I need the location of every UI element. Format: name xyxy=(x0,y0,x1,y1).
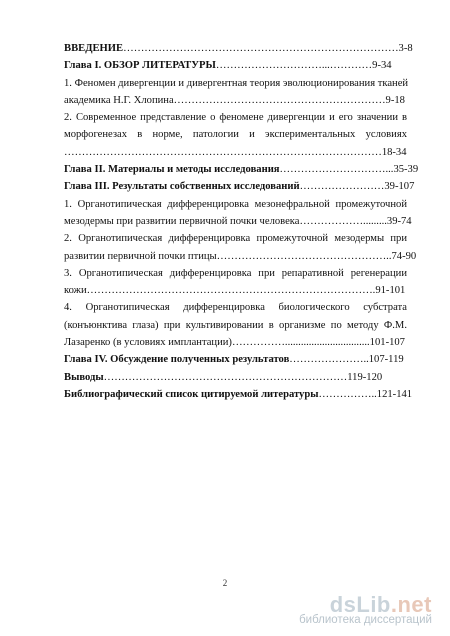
toc-entry-title: Глава III. Результаты собственных исследований xyxy=(64,181,300,193)
table-of-contents xyxy=(64,40,419,403)
toc-page-range: 3-8 xyxy=(398,43,413,54)
toc-entry-title: Библиографический список цитируемой литературы xyxy=(64,388,319,400)
toc-page-range: 74-90 xyxy=(391,250,417,262)
toc-page-range: 35-39 xyxy=(393,164,419,176)
toc-page-range: 9-34 xyxy=(372,60,392,72)
toc-entry-section-1-1 xyxy=(64,75,407,110)
toc-leader-dots: …………………………………………………………………… xyxy=(123,43,399,54)
toc-entry-bibliography xyxy=(64,386,413,403)
toc-entry-text-line: кожи xyxy=(64,285,87,297)
toc-page-range: 39-74 xyxy=(386,215,412,227)
toc-entry-title: Глава II. Материалы и методы исследования xyxy=(64,164,280,176)
toc-entry-text-line: 2. Современное представление о феномене дивергенции и его значении в xyxy=(64,112,407,124)
toc-page-range: 101-107 xyxy=(369,337,405,349)
toc-entry-text-line: развитии первичной почки птицы xyxy=(64,250,217,262)
toc-entry-text-line: 2. Органотипическая дифференцировка промежуточной мезодермы при xyxy=(64,233,407,245)
toc-entry-chapter-1 xyxy=(64,57,407,74)
toc-entry-section-3-4 xyxy=(64,299,407,351)
toc-entry-title: Глава IV. Обсуждение полученных результатов xyxy=(64,354,290,366)
toc-leader-dots: ……………................................ xyxy=(231,337,370,349)
toc-entry-title: ВВЕДЕНИЕ xyxy=(64,43,124,54)
toc-page-range: 9-18 xyxy=(385,94,405,106)
toc-leader-dots: ………………….. xyxy=(289,354,369,366)
toc-entry-text-line: 1. Органотипическая дифференцировка мезонефральной промежуточной xyxy=(64,198,407,210)
toc-page-range: 121-141 xyxy=(376,388,413,400)
toc-entry-text-line: 1. Феномен дивергенции и дивергентная теория эволюционирования тканей xyxy=(64,77,409,89)
toc-page-range: 107-119 xyxy=(368,354,404,366)
toc-entry-title: Выводы xyxy=(64,371,104,383)
watermark xyxy=(238,594,438,628)
toc-entry-title: Глава I. ОБЗОР ЛИТЕРАТУРЫ xyxy=(64,60,216,72)
watermark-logo-suffix: .net xyxy=(390,592,432,617)
toc-entry-section-3-2 xyxy=(64,230,417,265)
toc-entry-text-line: (конъюнктива глаза) при культивировании в организме по методу Ф.М. xyxy=(64,319,407,331)
toc-page-range: 91-101 xyxy=(375,285,406,297)
toc-entry-conclusions xyxy=(64,369,407,386)
toc-entry-text-line: мезодермы при развитии первичной почки человека xyxy=(64,215,300,227)
toc-entry-text-line: морфогенезах в норме, патологии и экспериментальных условиях xyxy=(64,129,407,141)
toc-entry-section-3-3 xyxy=(64,265,407,300)
toc-leader-dots: …………………………...………… xyxy=(215,60,373,72)
toc-leader-dots: …………………………………………………… xyxy=(173,94,386,106)
toc-leader-dots: ……………………………………………………………………………… xyxy=(64,146,382,158)
toc-leader-dots: …………………… xyxy=(299,181,385,193)
toc-entry-text-line: 4. Органотипическая дифференцировка биологического субстрата xyxy=(64,302,407,314)
toc-entry-chapter-2 xyxy=(64,161,419,178)
toc-leader-dots: ………………………………………………………………………. xyxy=(86,285,376,297)
toc-page-range: 119-120 xyxy=(347,371,383,383)
toc-page-range: 18-34 xyxy=(381,146,407,158)
toc-leader-dots: …………….. xyxy=(318,388,377,400)
toc-entry-text-line: 3. Органотипическая дифференцировка при репаративной регенерации xyxy=(64,267,407,279)
toc-page-range: 39-107 xyxy=(384,181,415,193)
toc-entry-chapter-4 xyxy=(64,351,407,368)
toc-entry-intro xyxy=(64,40,413,57)
toc-entry-chapter-3 xyxy=(64,178,415,195)
toc-entry-section-1-2 xyxy=(64,109,407,161)
toc-entry-text-line: академика Н.Г. Хлопина xyxy=(64,94,174,106)
toc-entry-section-3-1 xyxy=(64,196,412,231)
watermark-subtitle: библиотека диссертаций xyxy=(299,614,432,626)
toc-leader-dots: ………………......... xyxy=(299,215,387,227)
toc-leader-dots: …………………………………………………………… xyxy=(103,371,348,383)
toc-entry-text-line: Лазаренко (в условиях имплантации) xyxy=(64,337,232,349)
toc-leader-dots: …………………………... xyxy=(279,164,394,176)
page-number: 2 xyxy=(222,578,228,588)
watermark-logo-main: dsLib xyxy=(329,592,391,617)
toc-leader-dots: ………………………………………….. xyxy=(216,250,392,262)
